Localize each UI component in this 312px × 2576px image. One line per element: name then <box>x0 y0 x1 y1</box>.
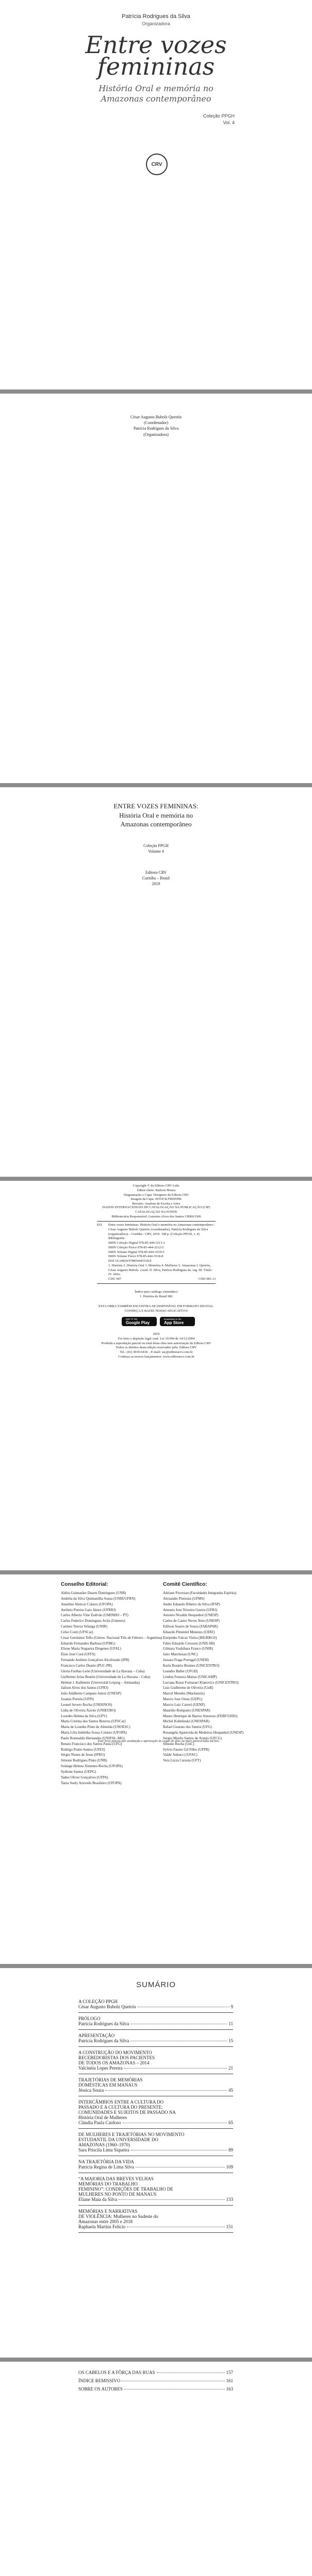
scientific-committee-member: Lindon Fonseca Matias (UNICAMP) <box>163 1674 217 1679</box>
summary-entry[interactable] <box>78 1999 233 2013</box>
scientific-committee-member: Sergio Murilo Santos de Araujo (UFCG) <box>163 1736 222 1740</box>
editorial-board-member: Andréia da Silva Quintanilha Sousa (UNIR/UFRN) <box>61 1596 136 1601</box>
cip-subjects: 1. História 2. História Oral 3. Memória 4. Mulheres 5. Amazonas I. Queirós, César Augusto Bubolz. coord. II. Silva, Patrícia Rodrigues da. org. III. Título IV. Série. <box>108 1263 212 1277</box>
summary-entry-title: DE MULHERES E TRAJETÓRIAS NO MOVIMENTO <box>78 2132 185 2137</box>
scientific-committee-member: Mauro Henrique de Barros Amoroso (FEBF/UERJ) <box>163 1714 238 1718</box>
scientific-committee-member: Rafael Guarato dos Santos (UFG) <box>163 1725 212 1730</box>
summary-entry-line: PASSADO E A CULTURA DO PRESENTE: <box>78 2105 163 2110</box>
title-publisher: Editora CRV <box>145 870 167 875</box>
scientific-committee-member: Andre Eduardo Ribeiro da Silva (IFSP) <box>163 1602 220 1606</box>
scientific-committee-member: Karla Rosário Brumes (UNICENTRO) <box>163 1663 220 1668</box>
summary-entry-title: NA TRAJETÓRIA DA VIDA <box>78 2159 134 2164</box>
summary-entry-line: Valcinéia Lopes Pereira <box>78 2065 123 2071</box>
summary-entry-title: A CONSTRUÇÃO DO MOVIMENTO <box>78 2050 152 2055</box>
scientific-committee-member: Eduardo Pimentel Menezes (UERJ) <box>163 1630 215 1634</box>
cdd-code: CDD 981.13 <box>198 1277 216 1281</box>
title-subtitle-2: Amazonas contemporâneo <box>120 820 192 828</box>
legal-contact: Tel.: (41) 3039-6418 – E-mail: sac@editoracrv.com.br <box>120 1350 193 1354</box>
cover-volume: Vol. 4 <box>223 120 235 125</box>
cover-title-line1: Entre vozes <box>85 31 227 59</box>
scientific-committee-member: Michel Kobelinski (UNESPAR) <box>163 1719 209 1724</box>
scientific-committee-member: Gilmara Yoshihara Franco (UNIR) <box>163 1647 214 1651</box>
cip-bibliography: Bibliografia <box>108 1236 125 1241</box>
editorial-board-member: Rodrigo Pratte-Santos (UFES) <box>61 1747 105 1752</box>
title-year: 2019 <box>152 882 160 887</box>
cover-collection: Coleção PPGH <box>203 113 235 118</box>
summary-entry-line: Raphaela Martins Felício <box>78 2224 125 2229</box>
scientific-committee-member: Antonio Nivaldo Hespanhol (UNESP) <box>163 1613 219 1618</box>
summary-entry[interactable] <box>78 2159 233 2173</box>
editorial-board-member: Helmut J. Kallmeier (Universität Leipzig – Alemanha) <box>61 1680 140 1685</box>
legal-rights: Proibida a reprodução parcial ou total desta obra sem autorização da Editora CRV <box>101 1341 211 1345</box>
title-volume: Volume 4 <box>148 849 164 854</box>
summary-entry-title: A COLEÇÃO PPGH <box>78 1999 118 2004</box>
cip-isbn: ISBN Volume Físico 978-85-444-3518-8 <box>108 1255 163 1259</box>
editorial-board-member: Aldira Guimarães Duarte Domínguez (UNB) <box>61 1591 126 1595</box>
leader-dots <box>119 2199 224 2200</box>
coordinator-role: (Coordenador) <box>143 420 169 426</box>
scientific-committee-member: Marcio Luiz Carreri (UENP) <box>163 1702 205 1707</box>
scientific-committee-member: Carlos de Castro Neves Neto (UNESP) <box>163 1619 220 1623</box>
summary-entry-page: 15 <box>228 2038 233 2043</box>
editorial-board-member: Carlos Alberto Vilar Estêvão (UMINHO – PT) <box>61 1613 128 1618</box>
summary-entry-page: 89 <box>228 2147 233 2153</box>
summary-entry-line: Patrícia Rodrigues da Silva <box>78 2021 129 2026</box>
summary-entry-title: APRESENTAÇÃO <box>78 2033 115 2038</box>
editorial-board-member: Simone Rodrigues Pinto (UNB) <box>61 1758 107 1763</box>
summary-entry-page: 9 <box>231 2004 233 2009</box>
summary-entry-title: OS CABELOS E A FÔRÇA DAS RUAS <box>78 2370 155 2375</box>
title-collection: Coleção PPGH <box>143 843 169 848</box>
editorial-board-member: João Adalberto Campato Junior (UNESP) <box>61 1691 122 1696</box>
scientific-committee-member: Luciana Rosar Fornazari Klanovicz (UNICENTRO) <box>163 1680 239 1685</box>
scientific-committee-member: Leandro Baller (UFGD) <box>163 1669 198 1673</box>
scientific-committee-member: Rosangela Aparecida de Medeiros Hespanhol (UNESP) <box>163 1731 244 1735</box>
summary-entry-line: História Oral de Mulheres <box>78 2115 127 2120</box>
organizer-name: Patrícia Rodrigues da Silva <box>133 426 179 431</box>
editorial-board-member: Carlos Federico Dominguez Avila (Unieuro) <box>61 1619 125 1623</box>
summary-entry-line: Cláudia Paula Cardoso <box>78 2120 121 2125</box>
summary-divider <box>78 2128 233 2129</box>
summary-entry-line: César Augusto Bubolz Queirós <box>78 2004 136 2009</box>
summary-list <box>78 1999 233 2236</box>
cover-page <box>0 0 312 389</box>
summary-entry-page: 163 <box>226 2386 233 2392</box>
cip-text: Entre vozes femininas: História Oral e memória no Amazonas contemporâneo / César Augusto Bubolz Queirós (coordenador), Patrícia Rodrigues da Silva (organizadora) – Curitiba : CRV, 2019. 168 p. (Coleção PPGH, v. 4) <box>108 1223 215 1236</box>
summary-entry-title: ÍNDICE REMISSIVO <box>78 2378 121 2383</box>
summary-entry-title: INTERCÂMBIOS ENTRE A CULTURA DO <box>78 2099 164 2105</box>
summary-entry-line: Patrícia Rodrigues da Silva <box>78 2038 129 2043</box>
editorial-board-member: Francisco Carlos Duarte (PUC-PR) <box>61 1663 112 1668</box>
legal-website: Conheça os nossos lançamentos: www.editoracrv.com.br <box>118 1354 194 1359</box>
summary-entry[interactable] <box>78 2050 233 2074</box>
editorial-board-member: Cesar Gerónimo Tello (Univer. Nacional Três de Febrero – Argentina) <box>61 1635 162 1640</box>
summary-entry[interactable] <box>78 2386 233 2392</box>
summary-entry-title: TRAJETÓRIAS DE MEMÓRIAS <box>78 2077 143 2082</box>
summary-divider <box>78 2012 233 2013</box>
publisher-logo: CRV <box>146 154 168 175</box>
summary-divider <box>78 2029 233 2030</box>
title-page <box>0 787 312 1177</box>
cip-card <box>97 1221 216 1284</box>
editorial-board-member: Sérgio Nunes de Jesus (IFRO) <box>61 1753 105 1757</box>
boards-page <box>0 1574 312 1964</box>
legal-publisher: Todos os direitos desta edição reservados pela: Editora CRV <box>116 1346 197 1350</box>
summary-entry-line: COMUNIDADES E SUJEITOS DE PASSADO NA <box>78 2110 176 2115</box>
leader-dots <box>105 2090 227 2091</box>
catalog-heading: DADOS INTERNACIONAIS DE CATALOGAÇÃO NA PUBLICAÇÃO (CIP) <box>102 1206 210 1209</box>
editorial-board-member: Leonel Severo Rocha (UNISINOS) <box>61 1702 112 1707</box>
scientific-committee-member: Jairo Marchesan (UNC) <box>163 1652 198 1657</box>
summary-entry-page: 21 <box>228 2065 233 2071</box>
summary-entry-page: 45 <box>228 2088 233 2093</box>
editorial-board-member: Gloria Fariñas León (Universidade de La Havana – Cuba) <box>61 1669 145 1673</box>
editorial-board-member: Maria Lília Imbiriba Sousa Colares (UFOPA) <box>61 1731 127 1735</box>
scientific-committee-member: Alexandre Pierezan (UFMS) <box>163 1596 205 1601</box>
scientific-committee-member: Luiz Guilherme de Oliveira (UnB) <box>163 1686 214 1690</box>
editorial-board-title: Conselho Editorial: <box>61 1582 108 1587</box>
summary-heading: SUMÁRIO <box>136 1980 176 1989</box>
cover-title-line2: femininas <box>97 53 215 80</box>
peer-review-note: Este livro passou por avaliação e aprovação às cegas de dois ou mais pareceristas ad hoc. <box>97 1739 220 1743</box>
summary-divider <box>78 2205 233 2206</box>
editorial-board-member: Tadeu Oliver Gonçalves (UFPA) <box>61 1775 108 1780</box>
summary-divider <box>78 2046 233 2047</box>
editorial-board-member: Élsio José Corá (UFFS) <box>61 1652 95 1657</box>
summary-entry[interactable] <box>78 2033 233 2047</box>
summary-entry-page: 133 <box>226 2197 233 2202</box>
scientific-committee-member: Sylvio Fausto Gil Filho (UFPR) <box>163 1747 209 1752</box>
summary-entry[interactable] <box>78 2370 233 2375</box>
summary-entry-title: SOBRE OS AUTORES <box>78 2386 123 2392</box>
summary-entry-line: Amazonas entre 2005 e 2018 <box>78 2219 133 2224</box>
summary-entry-page: 157 <box>226 2370 233 2375</box>
scientific-committee-member: Fabio Eduardo Cressoni (UNILAB) <box>163 1641 215 1646</box>
editorial-board-member: Renato Francisco dos Santos Paula (UFG) <box>61 1741 122 1746</box>
editorial-board-member: Sydione Santos (UEPG) <box>61 1770 96 1774</box>
summary-entry-line: DE TODOS OS AMAZONAS – 2014 <box>78 2060 150 2065</box>
editorial-board-member: Eduardo Fernandes Barbosa (UFMG) <box>61 1641 116 1646</box>
copyright-line: Revisão: Analista de Escrita e Artes <box>132 1202 180 1206</box>
summary-entry-page: 161 <box>226 2378 233 2383</box>
app-store-badge[interactable] <box>160 1317 195 1326</box>
summary-entry-line: DOMÉSTICAS EM MANAUS <box>78 2082 138 2088</box>
copyright-heading: Copyright © da Editora CRV Ltda. <box>133 1184 180 1188</box>
editorial-board-member: Celso Conti (UFSCar) <box>61 1630 93 1634</box>
summary-page <box>0 1968 312 2358</box>
leader-dots <box>124 2068 227 2069</box>
editorial-board-member: Lídia de Oliveira Xavier (UNIEURO) <box>61 1708 116 1713</box>
editorial-board-member: Solange Helena Ximenes-Rocha (UFOPA) <box>61 1764 123 1769</box>
summary-entry-page: 109 <box>226 2164 233 2170</box>
cover-subtitle-line1: História Oral e memória no <box>98 83 214 93</box>
cip-isbn: ISBN Coleção Digital 978-85-444-3213-2 <box>108 1241 165 1245</box>
copyright-page <box>0 1181 312 1570</box>
editorial-board-member: Josania Portela (UFPI) <box>61 1697 94 1702</box>
cover-author: Patrícia Rodrigues da Silva <box>122 13 190 20</box>
scientific-committee-member: Maurilio Rompatto (UNESPAR) <box>163 1708 210 1713</box>
badge-small-label: GET IT ON <box>126 1318 138 1320</box>
organizer-role: (Organizadora) <box>143 432 169 437</box>
catalog-heading: Bibliotecária Responsável: Luzenira Alves dos Santos CRB9/1506 <box>111 1214 201 1218</box>
legal-year: 2019 <box>153 1332 160 1336</box>
title-subtitle-1: História Oral e memória no <box>119 811 193 819</box>
summary-entry-page: 11 <box>228 2021 233 2026</box>
scientific-committee-member: Antonio Jose Teixeira Guerra (UFRJ) <box>163 1607 218 1612</box>
scientific-committee-member: Marcel Mendes (Mackenzie) <box>163 1691 205 1696</box>
summary-entry-line: DE VIOLÊNCIA: Mulheres no Sudeste do <box>78 2214 158 2219</box>
leader-dots <box>157 2372 225 2373</box>
scientific-committee-member: Vera Lúcia Caixeta (UFT) <box>163 1758 201 1763</box>
summary-continued-page <box>0 2362 312 2576</box>
catalog-heading: CATALOGAÇÃO NA FONTE <box>135 1210 177 1214</box>
summary-entry-line: AMAZONAS (1960–1970) <box>78 2142 130 2147</box>
summary-entry-page: 65 <box>228 2120 233 2125</box>
editorial-board-member: Carmen Tereza Velanga (UNIR) <box>61 1624 108 1629</box>
editorial-board-member: Tania Suely Azevedo Brasileiro (UFOPA) <box>61 1781 122 1785</box>
summary-extra-list <box>78 2370 233 2395</box>
summary-entry-line: RECEBEDORISTAS DOS PACIENTES <box>78 2055 155 2060</box>
index-heading: Índice para catálogo sistemático <box>135 1290 178 1294</box>
summary-entry[interactable] <box>78 2176 233 2206</box>
cover-subtitle-line2: Amazonas contemporâneo <box>101 94 211 104</box>
editorial-board-member: Maria Cristina dos Santos Bezerra (UFSCar) <box>61 1719 126 1724</box>
title-city: Curitiba – Brasil <box>142 876 170 881</box>
scientific-committee-member: Edilson Soares de Souza (FABAPAR) <box>163 1624 218 1629</box>
summary-entry-line: MULHERES NO PONTO DE MANAUS <box>78 2192 157 2197</box>
cover-author-role: Organizadora <box>142 21 170 26</box>
copyright-line: Imagem da Capa: ISTOCK/FREEPIK <box>130 1197 182 1201</box>
copyright-line: Editor-chefe: Railson Moura <box>137 1188 176 1192</box>
editorial-board-member: Paulo Romualdo Hernandes (UNIFAL-MG) <box>61 1736 125 1740</box>
scientific-committee-member: Euripedes Falcao Vieira (IHGRRGS) <box>163 1635 217 1640</box>
scientific-committee-member: Simone Rocha (UnC) <box>163 1741 194 1746</box>
summary-entry-title: MEMÓRIAS E NARRATIVAS <box>78 2209 138 2214</box>
credits-page <box>0 394 312 783</box>
summary-entry-line: Eliane Maia da Silva <box>78 2197 118 2202</box>
summary-entry[interactable] <box>78 2099 233 2129</box>
cip-doi: DOI 10.24824/978854443518.8 <box>108 1259 152 1263</box>
summary-entry[interactable] <box>78 2378 233 2383</box>
editorial-board-member: Jailson Alves dos Santos (UFRJ) <box>61 1686 108 1690</box>
editorial-board-member: Guillermo Arias Beatón (Universidade de La Havana – Cuba) <box>61 1674 151 1679</box>
summary-entry-line: FEMININO”: CONDIÇÕES DE TRABALHO DE <box>78 2187 173 2192</box>
summary-entry-line: Jéssica Souza <box>78 2088 104 2093</box>
editorial-board-member: Fernando Antônio Gonçalves Alcoforado (IPB) <box>61 1658 129 1663</box>
badge-small-label: Download on the <box>164 1318 182 1320</box>
editorial-board-member: Elione Maria Nogueira Diogenes (UFAL) <box>61 1647 121 1651</box>
editorial-board-member: Lourdes Helena da Silva (UFV) <box>61 1714 107 1718</box>
index-line: 1. História do Brasil 981 <box>139 1294 173 1298</box>
editorial-board-member: Anselmo Alencar Colares (UFOPA) <box>61 1602 113 1606</box>
summary-divider <box>78 2232 233 2233</box>
copyright-line: Diagramação e Capa: Designers da Editora CRV <box>123 1193 189 1197</box>
scientific-committee-member: Adriane Piovezan (Faculdades Integradas Espírita) <box>163 1591 237 1595</box>
scientific-committee-list <box>163 1590 258 1764</box>
badge-label: App Store <box>164 1320 184 1325</box>
digital-notice: ESTA OBRA TAMBÉM ENCONTRA-SE DISPONÍVEL EM FORMATO DIGITAL. <box>98 1304 214 1308</box>
summary-entry-page: 151 <box>226 2224 233 2229</box>
scientific-committee-member: Marcio Jose Ornat (UEPG) <box>163 1697 203 1702</box>
summary-entry-title: “A MAIORIA DAS BREVES VELHAS <box>78 2176 154 2181</box>
editorial-board-member: Maria de Lourdes Pinto de Almeida (UNOESC) <box>61 1725 130 1730</box>
summary-entry-line: Sara Priscila Lima Siqueira <box>78 2147 129 2153</box>
summary-entry-title: PRÓLOGO <box>78 2016 101 2021</box>
badge-label: Google Play <box>126 1320 150 1325</box>
summary-entry-line: MEMÓRIAS DO TRABALHO <box>78 2181 138 2187</box>
summary-entry[interactable] <box>78 2132 233 2156</box>
legal-deposit: Foi feito o depósito legal conf. Lei 10.994 de 14/12/2004 <box>118 1336 195 1341</box>
summary-entry[interactable] <box>78 2077 233 2096</box>
summary-entry-line: ESTUDANTIL DA UNIVERSIDADE DO <box>78 2137 158 2142</box>
title-main: ENTRE VOZES FEMININAS: <box>113 802 199 810</box>
editorial-board-member: Antônio Pereira Gaio Júnior (UFRRJ) <box>61 1607 116 1612</box>
app-notice: CONHEÇA E BAIXE NOSSO APLICATIVO! <box>124 1309 188 1313</box>
summary-entry-line: Patrícia Regina de Lima Silva <box>78 2164 134 2170</box>
cip-isbn: ISBN Coleção Física 978-85-444-3212-5 <box>108 1245 164 1249</box>
summary-entry[interactable] <box>78 2016 233 2030</box>
scientific-committee-title: Comitê Científico: <box>163 1582 207 1587</box>
cip-code: E61 <box>97 1223 103 1227</box>
scientific-committee-member: Jussara Fraga Portugal (UNEB) <box>163 1658 209 1663</box>
cip-isbn: ISBN Volume Digital 978-85-444-3519-5 <box>108 1250 165 1254</box>
cdu-code: CDU 907 <box>108 1277 122 1281</box>
scientific-committee-member: Valdir Anhucci (UFAC) <box>163 1753 198 1757</box>
summary-entry[interactable] <box>78 2209 233 2233</box>
coordinator-name: César Augusto Bubolz Queirós <box>130 415 182 419</box>
google-play-badge[interactable] <box>122 1317 157 1326</box>
